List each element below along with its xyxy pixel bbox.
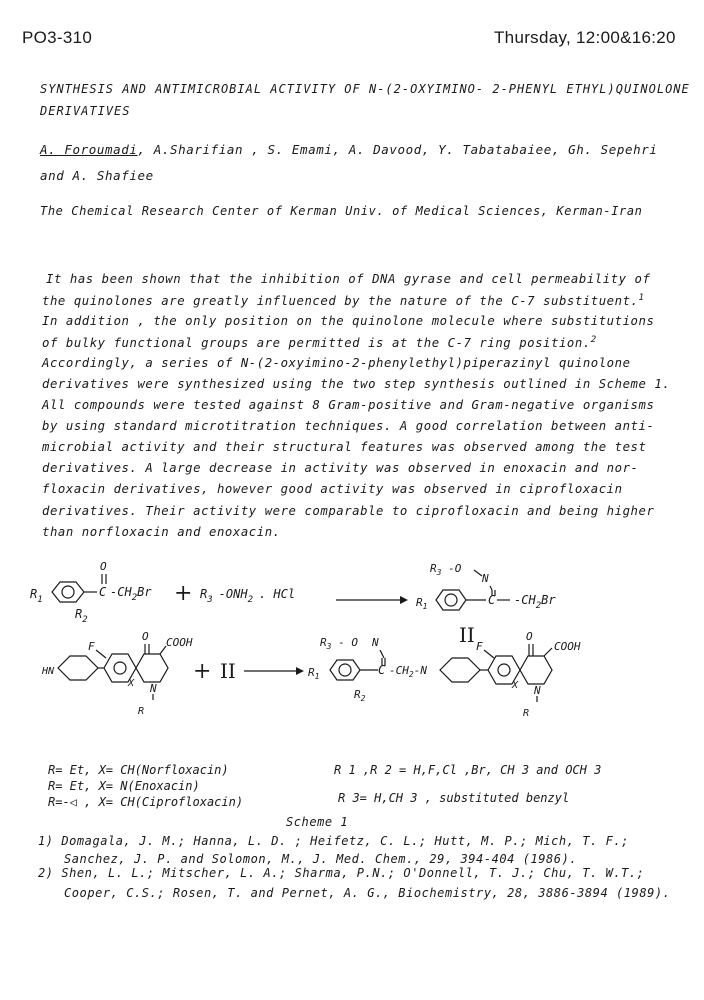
abstract-line: floxacin derivatives, however good activity was observed in ciprofloxacin — [42, 482, 623, 496]
abstract-line: Accordingly, a series of N-(2-oxyimino-2-phenylethyl)piperazinyl quinolone — [42, 356, 631, 370]
benzene-ring — [52, 582, 84, 602]
abstract-line: derivatives. Their activity were comparable to ciprofloxacin and being higher — [42, 504, 655, 518]
authors-line-1 — [40, 142, 658, 157]
ketone-oxygen: O — [142, 630, 149, 643]
legend-r1-r2: R 1 ,R 2 = H,F,Cl ,Br, CH 3 and OCH 3 — [334, 763, 602, 777]
legend-r3: R 3= H,CH 3 , substituted benzyl — [338, 791, 570, 805]
abstract-line: than norfloxacin and enoxacin. — [42, 525, 281, 539]
reference-2: 2) Shen, L. L.; Mitscher, L. A.; Sharma, P.N.; O'Donnell, T. J.; Chu, T. W.T.; — [38, 866, 645, 880]
legend-ciprofloxacin: R=-◁ , X= CH(Ciprofloxacin) — [48, 795, 244, 809]
carbon: C — [378, 663, 386, 677]
product-ii-tail: $-CH_2Br$ — [514, 593, 556, 611]
final-fluorine: F — [476, 640, 483, 653]
legend-norfloxacin: R= Et, X= CH(Norfloxacin) — [48, 763, 229, 777]
title-line-2: DERIVATIVES — [40, 104, 131, 118]
coauthors: , A.Sharifian , S. Emami, A. Davood, Y. Tabatabaiee, Gh. Sepehri — [137, 142, 658, 157]
final-ketone-oxygen: O — [526, 630, 533, 643]
abstract-line: by using standard microtitration techniques. A good correlation between anti- — [42, 419, 655, 433]
final-oxime-r3: $R_3$ - O — [320, 636, 358, 651]
oxime-nitrogen: N — [482, 572, 489, 585]
product-r1: $R_1$ — [416, 596, 428, 611]
final-quinolone-n: N — [534, 684, 541, 697]
piperazine-ring — [440, 658, 480, 682]
n-substituent-r: R — [138, 706, 145, 717]
plus-sign: + — [193, 659, 212, 684]
abstract-line: In addition , the only position on the quinolone molecule where substitutions — [42, 314, 655, 328]
quinolone-n: N — [150, 682, 157, 695]
carbon: C — [99, 585, 107, 599]
final-r2: $R_2$ — [354, 688, 366, 703]
legend-enoxacin: R= Et, X= N(Enoxacin) — [48, 779, 200, 793]
piperazine-ring — [58, 656, 98, 680]
benzene-ring — [330, 660, 360, 680]
plus-sign: + — [174, 581, 193, 606]
fluorine: F — [88, 640, 95, 653]
carboxylic-acid: COOH — [166, 636, 193, 649]
ref-mark: 2 — [590, 335, 597, 345]
hydroxylamine: $R_3$ $-ONH_2$ . HCl — [200, 587, 296, 605]
carbonyl-oxygen: O — [100, 560, 107, 573]
abstract-line: derivatives were synthesized using the two step synthesis outlined in Scheme 1. — [42, 377, 671, 391]
r2-label: $R_2$ — [75, 607, 88, 625]
abstract-line: of bulky functional groups are permitted is at the C-7 ring position.$^2$ — [42, 335, 597, 351]
reaction-arrow — [336, 596, 408, 604]
final-n-substituent-r: R — [523, 708, 530, 719]
quinolone-core — [488, 656, 552, 684]
reference-1: 1) Domagala, J. M.; Hanna, L. D. ; Heifetz, C. L.; Hutt, M. P.; Mich, T. F.; — [38, 834, 629, 848]
benzene-ring — [436, 590, 466, 610]
final-carboxylic-acid: COOH — [554, 640, 581, 653]
scheme-caption: Scheme 1 — [286, 815, 349, 829]
final-x-atom: X — [512, 680, 519, 691]
session-time: Thursday, 12:00&16:20 — [494, 28, 676, 47]
reaction-arrow — [244, 667, 304, 675]
methylene-linker: $-CH_2-N$ — [389, 664, 427, 679]
abstract-line: the quinolones are greatly influenced by the nature of the C-7 substituent.$^1$ — [42, 293, 645, 309]
poster-code: PO3-310 — [22, 28, 93, 47]
abstract-line: microbial activity and their structural features was observed among the test — [42, 440, 647, 454]
reaction-scheme — [0, 550, 704, 810]
compound-ii-label: II — [459, 623, 475, 647]
affiliation: The Chemical Research Center of Kerman Univ. of Medical Sciences, Kerman-Iran — [40, 204, 643, 218]
x-atom: X — [128, 678, 135, 689]
abstract-line: All compounds were tested against 8 Gram-positive and Gram-negative organisms — [42, 398, 655, 412]
carbon: C — [488, 593, 496, 607]
oxime-r3: $R_3$ -O — [430, 562, 462, 577]
presenting-author: A. Foroumadi — [40, 142, 138, 157]
final-oxime-n: N — [372, 636, 379, 649]
compound-ii-label: II — [220, 659, 236, 683]
ref-mark: 1 — [638, 293, 645, 303]
reference-1-cont: Sanchez, J. P. and Solomon, M., J. Med. Chem., 29, 394-404 (1986). — [64, 852, 578, 866]
r1-label: $R_1$ — [30, 587, 43, 605]
title-line-1: SYNTHESIS AND ANTIMICROBIAL ACTIVITY OF N-(2-OXYIMINO- 2-PHENYL ETHYL)QUINOLONE — [40, 82, 690, 96]
abstract-line: derivatives. A large decrease in activity was observed in enoxacin and nor- — [42, 461, 639, 475]
bromoacetyl-group: $-CH_2Br$ — [110, 585, 152, 603]
piperazine-nh: HN — [42, 666, 55, 677]
abstract-line: It has been shown that the inhibition of DNA gyrase and cell permeability of — [46, 272, 651, 286]
quinolone-core — [104, 654, 168, 682]
final-r1: $R_1$ — [308, 666, 320, 681]
authors-line-2: and A. Shafiee — [40, 168, 154, 183]
reference-2-cont: Cooper, C.S.; Rosen, T. and Pernet, A. G., Biochemistry, 28, 3886-3894 (1989). — [64, 886, 671, 900]
